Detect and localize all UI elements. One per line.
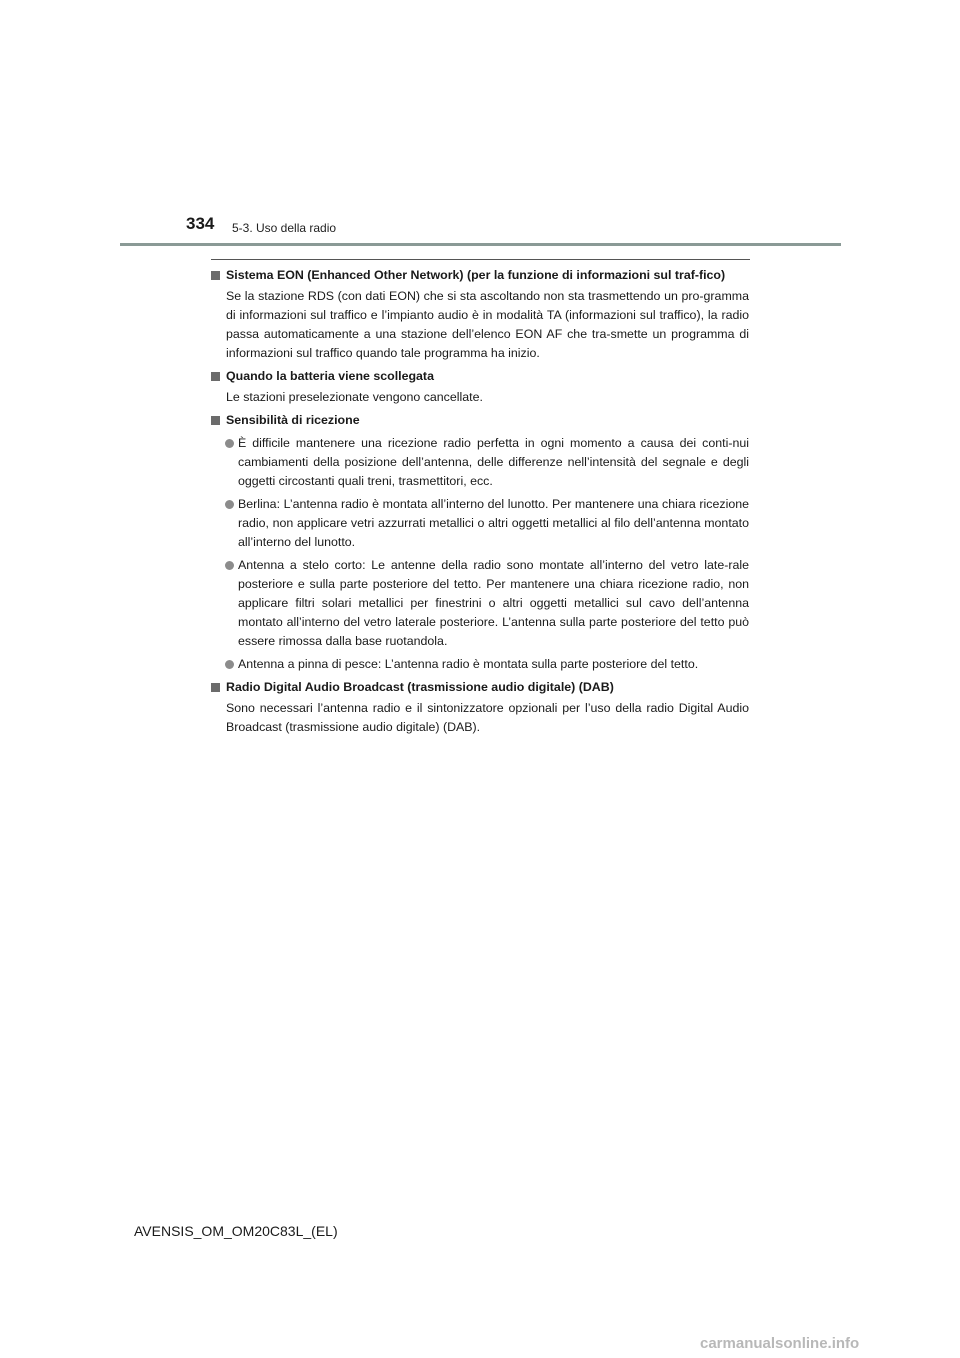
block-heading-text: Quando la batteria viene scollegata	[226, 369, 434, 383]
list-item	[211, 434, 749, 491]
content	[211, 266, 749, 741]
block-heading-text: Radio Digital Audio Broadcast (trasmissione audio digitale) (DAB)	[226, 680, 614, 694]
list-item-text: Antenna a stelo corto: Le antenne della radio sono montate all’interno del vetro late-rale posteriore e sulla parte posteriore del tetto. Per mantenere una chiara ricezione radio, non applicare filtri solari metallici per finestrini o altri oggetti metallici sul cavo dell’antenna montato all’interno del vetro laterale posteriore. L’antenna sulla parte posteriore del tetto può essere rimossa dalla base ruotandola.	[238, 558, 749, 648]
block-reception	[211, 411, 749, 674]
block-heading-text: Sensibilità di ricezione	[226, 413, 360, 427]
section-title: 5-3. Uso della radio	[232, 221, 337, 235]
block-heading	[211, 266, 749, 285]
square-bullet-icon	[211, 372, 220, 381]
block-text: Sono necessari l’antenna radio e il sintonizzatore opzionali per l’uso della radio Digital Audio Broadcast (trasmissione audio digitale) (DAB).	[226, 701, 749, 734]
block-dab	[211, 678, 749, 737]
block-battery	[211, 367, 749, 407]
list-item	[211, 556, 749, 651]
list-item-text: Berlina: L’antenna radio è montata all’interno del lunotto. Per mantenere una chiara ricezione radio, non applicare vetri azzurrati metallici o altri oggetti metallici al filo dell’antenna montato all’interno del lunotto.	[238, 497, 749, 549]
block-heading	[211, 411, 749, 430]
page-number: 334	[186, 214, 215, 233]
circle-bullet-icon	[225, 500, 234, 509]
block-eon	[211, 266, 749, 363]
block-text: Le stazioni preselezionate vengono cancellate.	[226, 390, 483, 404]
circle-bullet-icon	[225, 561, 234, 570]
list-item	[211, 655, 749, 674]
square-bullet-icon	[211, 683, 220, 692]
square-bullet-icon	[211, 416, 220, 425]
circle-bullet-icon	[225, 439, 234, 448]
block-heading	[211, 367, 749, 386]
block-heading	[211, 678, 749, 697]
circle-bullet-icon	[225, 660, 234, 669]
block-heading-text: Sistema EON (Enhanced Other Network) (per la funzione di informazioni sul traf-fico)	[226, 268, 726, 282]
block-text: Se la stazione RDS (con dati EON) che si sta ascoltando non sta trasmettendo un pro-gramma di informazioni sul traffico e l’impianto audio è in modalità TA (informazioni sul traffico), la radio passa automaticamente a una stazione dell’elenco EON AF che tra-smette un programma di informazioni sul traffico quando tale programma ha inizio.	[226, 289, 749, 360]
square-bullet-icon	[211, 271, 220, 280]
document-code: AVENSIS_OM_OM20C83L_(EL)	[134, 1223, 338, 1239]
list-item	[211, 495, 749, 552]
list-item-text: È difficile mantenere una ricezione radio perfetta in ogni momento a causa dei conti-nui cambiamenti della posizione dell’antenna, delle differenze nell’intensità del segnale e degli oggetti circostanti quali treni, trasmettitori, ecc.	[238, 436, 749, 488]
watermark-text: carmanualsonline.info	[700, 1335, 860, 1352]
header-rule	[120, 243, 841, 246]
content-rule	[211, 259, 750, 260]
list-item-text: Antenna a pinna di pesce: L’antenna radio è montata sulla parte posteriore del tetto.	[238, 657, 699, 671]
